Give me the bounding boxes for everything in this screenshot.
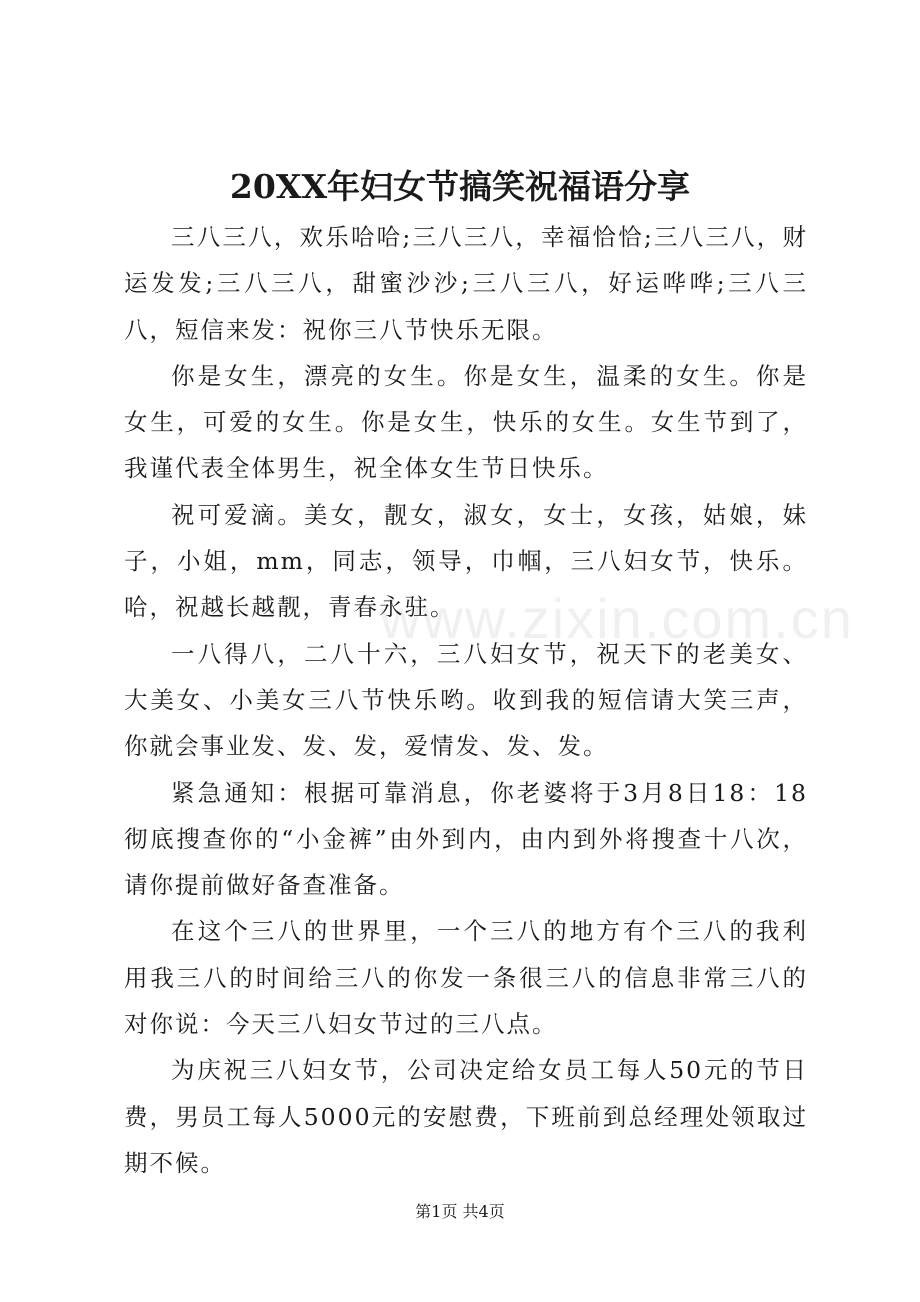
document-body [124, 214, 808, 1186]
paragraph: 祝可爱滴。美女，靓女，淑女，女士，女孩，姑娘，妹子，小姐，mm，同志，领导，巾帼，三八妇女节，快乐。哈，祝越长越靓，青春永驻。 [124, 500, 808, 622]
paragraph: 紧急通知：根据可靠消息，你老婆将于3月8日18：18彻底搜查你的“小金裤”由外到内，由内到外将搜查十八次，请你提前做好备查准备。 [124, 778, 808, 900]
paragraph: 三八三八，欢乐哈哈;三八三八，幸福恰恰;三八三八，财运发发;三八三八，甜蜜沙沙;三八三八，好运哗哗;三八三八，短信来发：祝你三八节快乐无限。 [124, 223, 808, 344]
paragraph: 在这个三八的世界里，一个三八的地方有个三八的我利用我三八的时间给三八的你发一条很三八的信息非常三八的对你说：今天三八妇女节过的三八点。 [124, 917, 808, 1039]
paragraph: 为庆祝三八妇女节，公司决定给女员工每人50元的节日费，男员工每人5000元的安慰费，下班前到总经理处领取过期不候。 [124, 1056, 808, 1177]
document-title: 20XX年妇女节搞笑祝福语分享 [229, 167, 691, 206]
watermark: www.zixin.com.cn [380, 587, 854, 650]
paragraph: 一八得八，二八十六，三八妇女节，祝天下的老美女、大美女、小美女三八节快乐哟。收到我的短信请大笑三声，你就会事业发、发、发，爱情发、发、发。 [124, 639, 808, 761]
page-footer: 第1页 共4页 [415, 1202, 505, 1221]
paragraph: 你是女生，漂亮的女生。你是女生，温柔的女生。你是女生，可爱的女生。你是女生，快乐的女生。女生节到了，我谨代表全体男生，祝全体女生节日快乐。 [124, 361, 808, 483]
